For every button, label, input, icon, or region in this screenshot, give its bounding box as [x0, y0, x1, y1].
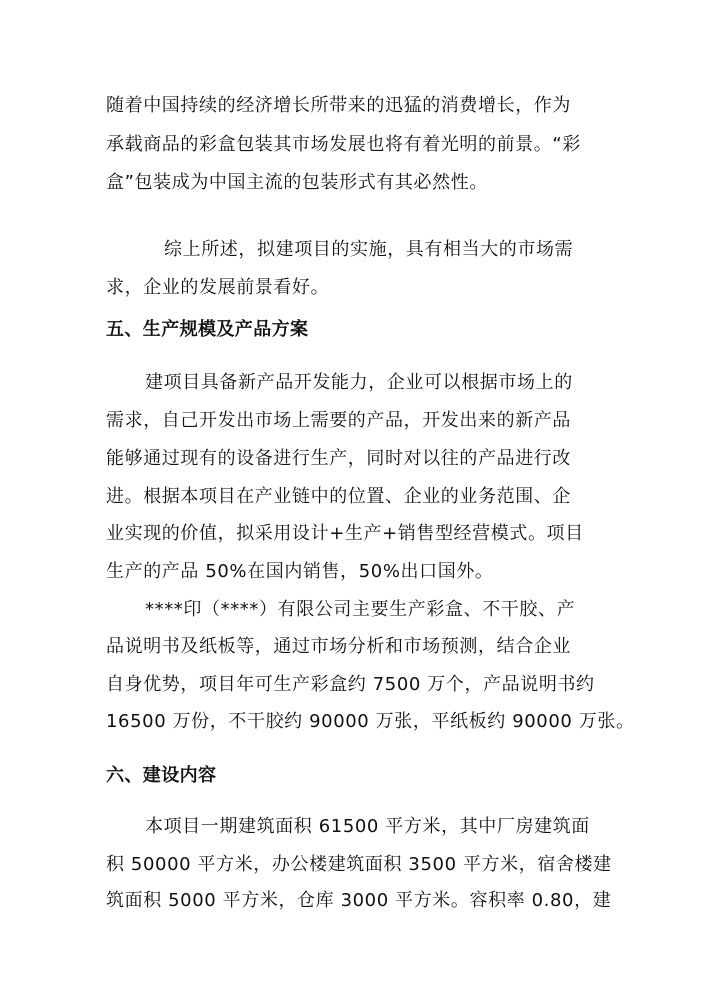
section-5-para1-line-5: 业实现的价值，拟采用设计+生产+销售型经营模式。项目 [106, 523, 584, 544]
section-5-heading: 五、生产规模及产品方案 [106, 319, 309, 340]
intro-line-3: 盒”包装成为中国主流的包装形式有其必然性。 [106, 172, 488, 193]
summary-line-1: 综上所述，拟建项目的实施，具有相当大的市场需 [164, 239, 574, 260]
section-5-para1-line-4: 进。根据本项目在产业链中的位置、企业的业务范围、企 [106, 486, 571, 507]
section-6-heading: 六、建设内容 [106, 765, 217, 786]
section-5-para1-line-6: 生产的产品 50%在国内销售，50%出口国外。 [106, 561, 494, 582]
section-6-para1-line-1: 本项目一期建筑面积 61500 平方米，其中厂房建筑面 [145, 816, 590, 837]
summary-line-2: 求，企业的发展前景看好。 [106, 277, 330, 298]
section-5-para1-line-3: 能够通过现有的设备进行生产，同时对以往的产品进行改 [106, 448, 571, 469]
section-5-para1-line-2: 需求，自己开发出市场上需要的产品，开发出来的新产品 [106, 410, 571, 431]
section-5-para2-line-2: 品说明书及纸板等，通过市场分析和市场预测，结合企业 [106, 636, 571, 657]
section-5-para1-line-1: 建项目具备新产品开发能力，企业可以根据市场上的 [145, 372, 573, 393]
section-5-para2-line-1: ****印（****）有限公司主要生产彩盒、不干胶、产 [145, 599, 576, 620]
section-5-para2-line-3: 自身优势，项目年可生产彩盒约 7500 万个，产品说明书约 [106, 674, 595, 695]
intro-line-2: 承载商品的彩盒包装其市场发展也将有着光明的前景。“彩 [106, 134, 581, 155]
intro-line-1: 随着中国持续的经济增长所带来的迅猛的消费增长，作为 [106, 95, 571, 116]
section-5-para2-line-4: 16500 万份，不干胶约 90000 万张，平纸板约 90000 万张。 [106, 711, 635, 732]
section-6-para1-line-3: 筑面积 5000 平方米，仓库 3000 平方米。容积率 0.80，建 [106, 890, 612, 911]
section-6-para1-line-2: 积 50000 平方米，办公楼建筑面积 3500 平方米，宿舍楼建 [106, 854, 612, 875]
